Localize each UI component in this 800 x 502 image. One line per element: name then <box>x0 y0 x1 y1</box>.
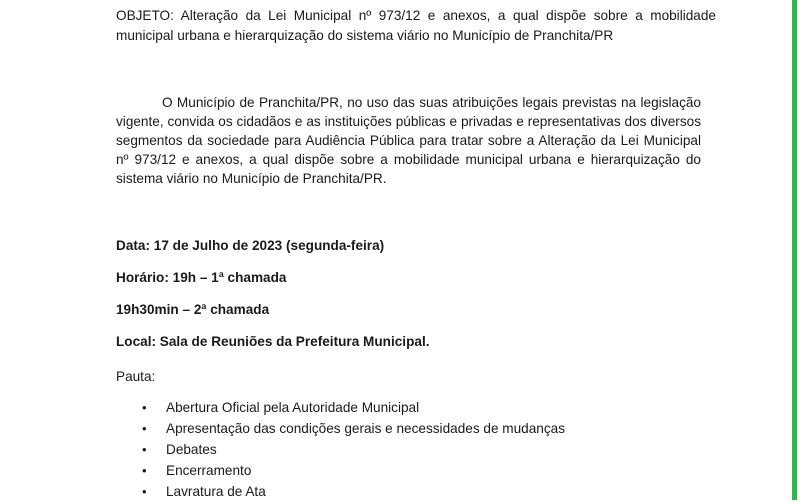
agenda-label: Pauta: <box>116 369 156 384</box>
bullet-icon: • <box>142 421 147 436</box>
location-line: Local: Sala de Reuniões da Prefeitura Municipal. <box>116 334 430 349</box>
bullet-icon: • <box>142 484 147 499</box>
objeto-line-1: OBJETO: Alteração da Lei Municipal nº 973/12 e anexos, a qual dispõe sobre a mobilidade <box>116 8 716 23</box>
date-line: Data: 17 de Julho de 2023 (segunda-feira) <box>116 238 385 253</box>
time-line: Horário: 19h – 1ª chamada <box>116 270 287 285</box>
objeto-section <box>116 6 716 46</box>
objeto-line-2: municipal urbana e hierarquização do sistema viário no Município de Pranchita/PR <box>116 28 614 43</box>
second-call-line: 19h30min – 2ª chamada <box>116 302 270 317</box>
paragraph-line-1: O Município de Pranchita/PR, no uso das suas atribuições legais previstas na legislação <box>162 95 701 110</box>
bullet-icon: • <box>142 400 147 415</box>
invitation-paragraph <box>116 93 701 188</box>
paragraph-line-2: vigente, convida os cidadãos e as instituições públicas e privadas e representativas dos diversos <box>116 114 701 129</box>
agenda-item: • Apresentação das condições gerais e necessidades de mudanças <box>140 418 565 439</box>
paragraph-line-5: sistema viário no Município de Pranchita/PR. <box>116 171 387 186</box>
agenda-item: • Debates <box>140 439 565 460</box>
paragraph-line-4: nº 973/12 e anexos, a qual dispõe sobre a mobilidade municipal urbana e hierarquização do <box>116 152 701 167</box>
bullet-icon: • <box>142 442 147 457</box>
agenda-item: • Lavratura de Ata <box>140 481 565 502</box>
agenda-list <box>140 397 565 502</box>
agenda-item: • Encerramento <box>140 460 565 481</box>
page-border <box>792 0 797 500</box>
bullet-icon: • <box>142 463 147 478</box>
paragraph-line-3: segmentos da sociedade para Audiência Pública para tratar sobre a Alteração da Lei Municipal <box>116 133 701 148</box>
agenda-item: • Abertura Oficial pela Autoridade Municipal <box>140 397 565 418</box>
